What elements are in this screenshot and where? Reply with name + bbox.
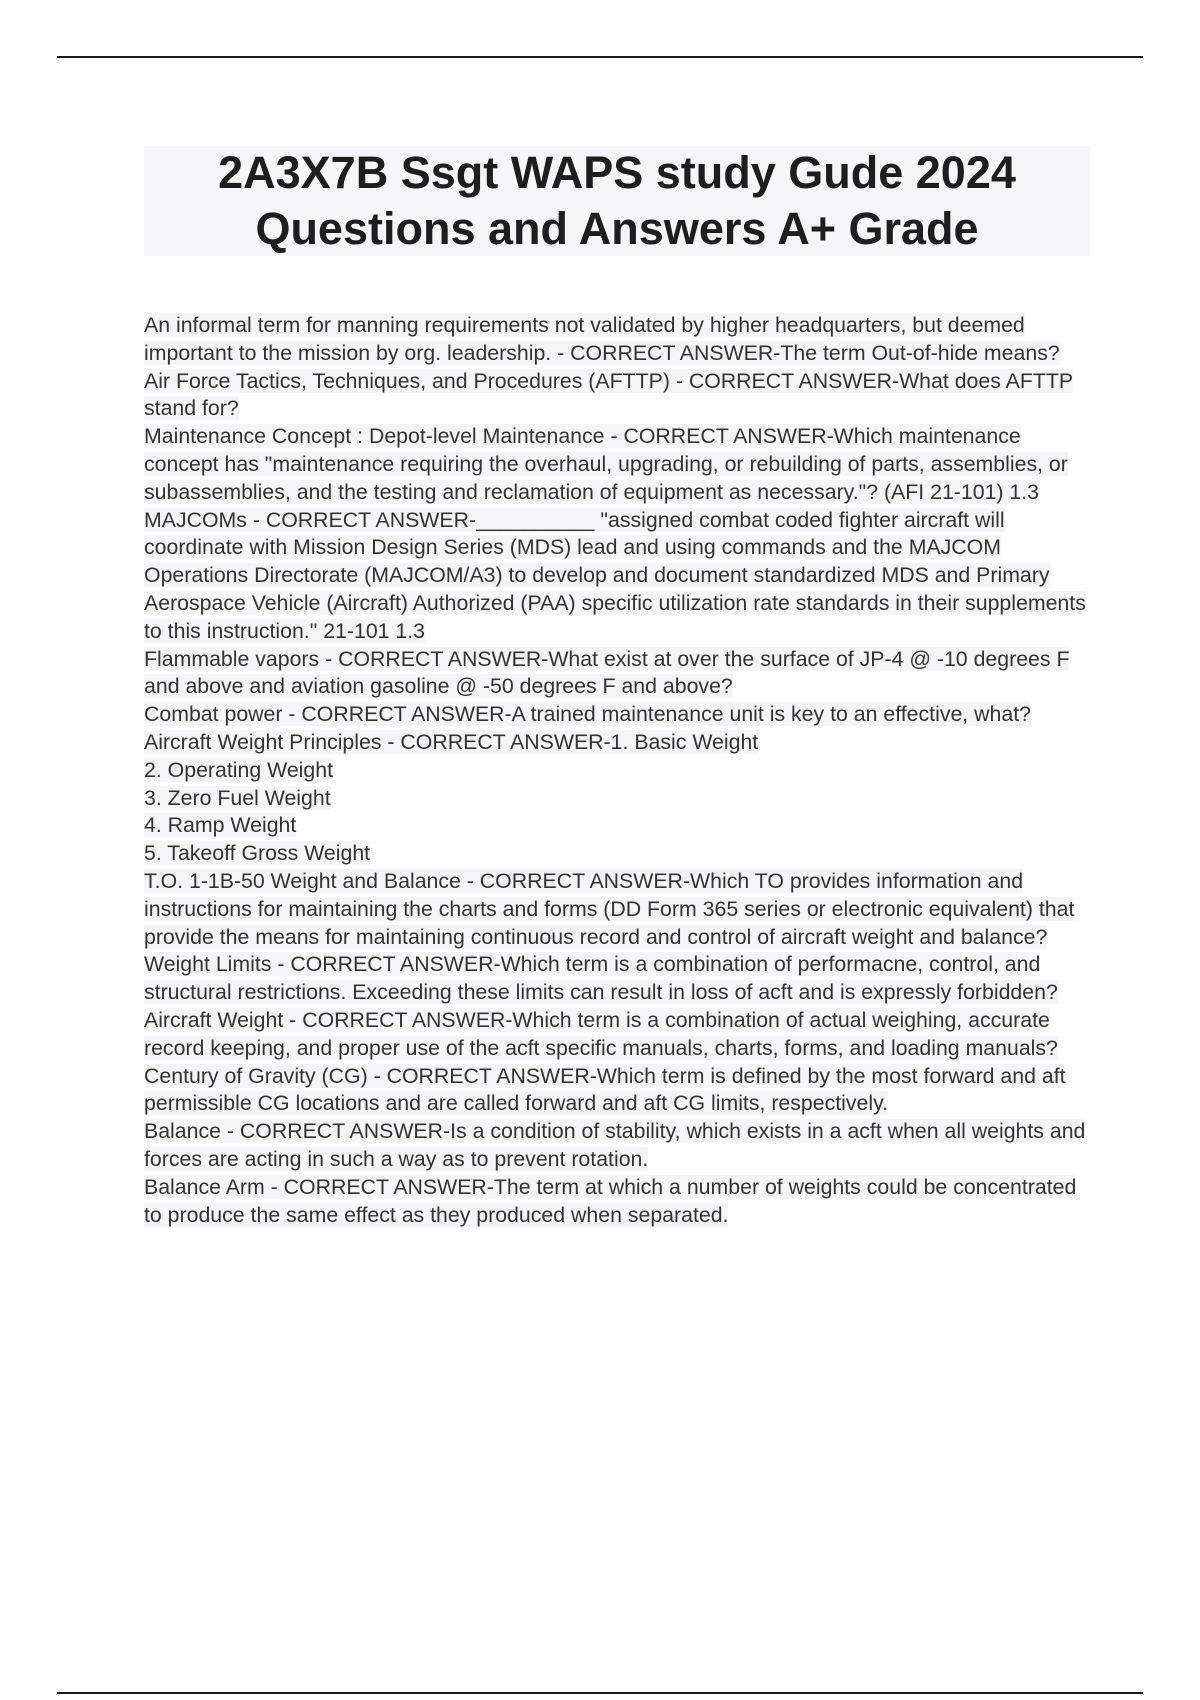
- title-line-2: Questions and Answers A+ Grade: [255, 203, 979, 254]
- qa-entry: T.O. 1-1B-50 Weight and Balance - CORRECT ANSWER-Which TO provides information and instructions for maintaining the charts and forms (DD Form 365 series or electronic equivalent) that provide the means for maintaining continuous record and control of aircraft weight and balance?: [144, 868, 1075, 949]
- qa-entry: Combat power - CORRECT ANSWER-A trained maintenance unit is key to an effective, what?: [144, 702, 1031, 727]
- qa-entry: Aircraft Weight Principles - CORRECT ANSWER-1. Basic Weight: [144, 729, 759, 754]
- qa-entry: Aircraft Weight - CORRECT ANSWER-Which term is a combination of actual weighing, accurate record keeping, and proper use of the acft specific manuals, charts, forms, and loading manuals?: [144, 1007, 1058, 1060]
- qa-entry: Air Force Tactics, Techniques, and Procedures (AFTTP) - CORRECT ANSWER-What does AFTTP stand for?: [144, 368, 1074, 421]
- qa-entry: Weight Limits - CORRECT ANSWER-Which term is a combination of performacne, control, and structural restrictions. Exceeding these limits can result in loss of acft and is expressly forbidden?: [144, 952, 1058, 1005]
- document-title: [144, 146, 1090, 256]
- qa-list-item: 3. Zero Fuel Weight: [144, 785, 331, 810]
- title-line-1: 2A3X7B Ssgt WAPS study Gude 2024: [218, 147, 1016, 198]
- bottom-rule: [57, 1692, 1143, 1694]
- qa-list-item: 2. Operating Weight: [144, 757, 334, 782]
- qa-entry: Balance Arm - CORRECT ANSWER-The term at which a number of weights could be concentrated to produce the same effect as they produced when separated.: [144, 1174, 1077, 1227]
- qa-entry: An informal term for manning requirements not validated by higher headquarters, but deemed important to the mission by org. leadership. - CORRECT ANSWER-The term Out-of-hide means?: [144, 313, 1060, 365]
- qa-entry: MAJCOMs - CORRECT ANSWER-__________ "assigned combat coded fighter aircraft will coordinate with Mission Design Series (MDS) lead and using commands and the MAJCOM Operations Directorate (MAJCOM/A3) to develop and document standardized MDS and Primary Aerospace Vehicle (Aircraft) Authorized (PAA) specific utilization rate standards in their supplements to this instruction." 21-101 1.3: [144, 507, 1086, 643]
- qa-entry: Century of Gravity (CG) - CORRECT ANSWER-Which term is defined by the most forward and aft permissible CG locations and are called forward and aft CG limits, respectively.: [144, 1063, 1066, 1116]
- qa-content: [144, 312, 1094, 1229]
- qa-list-item: 4. Ramp Weight: [144, 813, 297, 838]
- qa-entry: Flammable vapors - CORRECT ANSWER-What exist at over the surface of JP-4 @ -10 degrees F and above and aviation gasoline @ -50 degrees F and above?: [144, 646, 1070, 699]
- qa-list-item: 5. Takeoff Gross Weight: [144, 841, 371, 866]
- qa-entry: Balance - CORRECT ANSWER-Is a condition of stability, which exists in a acft when all weights and forces are acting in such a way as to prevent rotation.: [144, 1119, 1086, 1171]
- top-rule: [57, 56, 1143, 58]
- qa-entry: Maintenance Concept : Depot-level Maintenance - CORRECT ANSWER-Which maintenance concept has "maintenance requiring the overhaul, upgrading, or rebuilding of parts, assemblies, or subassemblies, and the testing and reclamation of equipment as necessary."? (AFI 21-101) 1.3: [144, 424, 1068, 504]
